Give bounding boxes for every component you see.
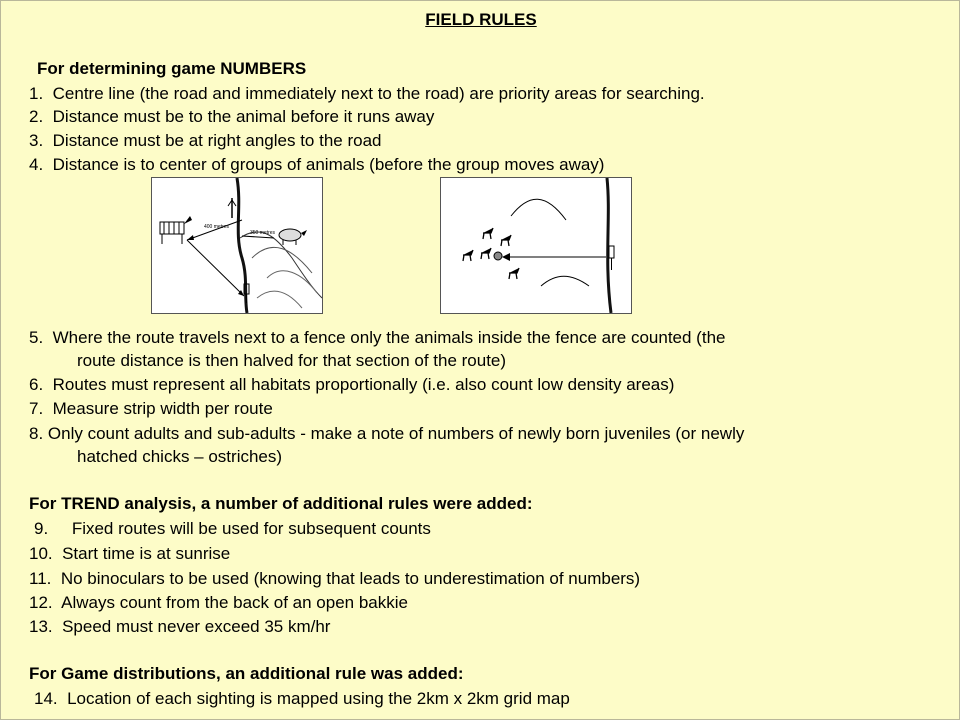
hill [511, 199, 566, 220]
hill [267, 271, 317, 293]
rule-13 [29, 616, 330, 638]
rule-12 [29, 592, 408, 614]
rule-text: Measure strip width per route [52, 399, 273, 418]
rule-9 [34, 518, 431, 540]
rule-number: 5. [29, 328, 44, 347]
rhino-icon [279, 229, 307, 245]
rule-number: 10. [29, 544, 53, 563]
rule-number: 9. [34, 519, 49, 538]
rule-number: 14. [34, 689, 58, 708]
observer-icon [609, 246, 614, 270]
rule-8-continued: hatched chicks – ostriches) [77, 447, 283, 466]
rule-text: Distance must be at right angles to the road [52, 131, 382, 150]
hill [257, 291, 302, 308]
figure-road-distances [151, 177, 323, 314]
rule-number: 8. [29, 424, 44, 443]
section-heading-numbers: For determining game NUMBERS [37, 59, 307, 78]
label-400: 400 metres [204, 224, 230, 230]
hill [541, 276, 589, 286]
rule-5 [29, 327, 725, 349]
road-distance-diagram [152, 178, 322, 313]
rule-1 [29, 83, 705, 105]
hill [252, 247, 312, 273]
rule-number: 11. [29, 569, 52, 588]
rule-text: Distance must be to the animal before it runs away [52, 107, 435, 126]
rule-text: Start time is at sunrise [62, 544, 231, 563]
rule-text: Speed must never exceed 35 km/hr [62, 617, 331, 636]
group-center-marker [494, 252, 502, 260]
rule-8 [29, 423, 744, 445]
label-350: 350 metres [250, 230, 276, 236]
rule-number: 4. [29, 155, 44, 174]
rule-text: Where the route travels next to a fence only the animals inside the fence are counted (the [52, 328, 726, 347]
rule-number: 13. [29, 617, 53, 636]
rule-3 [29, 130, 382, 152]
rule-number: 12. [29, 593, 53, 612]
page-title: FIELD RULES [425, 10, 537, 29]
rule-11 [29, 568, 640, 590]
rule-text: Location of each sighting is mapped using the 2km x 2km grid map [67, 689, 570, 708]
distance-line-350 [242, 236, 274, 238]
section-heading-trend: For TREND analysis, a number of additional rules were added: [29, 494, 533, 513]
rule-text: Routes must represent all habitats proportionally (i.e. also count low density areas) [52, 375, 675, 394]
section-heading-distribution: For Game distributions, an additional rule was added: [29, 664, 464, 683]
rule-text: Centre line (the road and immediately next to the road) are priority areas for searching. [52, 84, 705, 103]
rule-2 [29, 106, 434, 128]
rule-6 [29, 374, 674, 396]
antelope-group-icon [463, 228, 519, 279]
rule-text: Fixed routes will be used for subsequent counts [71, 519, 431, 538]
hill [240, 232, 322, 298]
route-line [187, 240, 244, 296]
arrow-head [187, 235, 194, 240]
rule-text: Distance is to center of groups of animals (before the group moves away) [52, 155, 605, 174]
figure-group-distance [440, 177, 632, 314]
rule-5-continued: route distance is then halved for that section of the route) [77, 351, 507, 370]
rule-number: 7. [29, 399, 44, 418]
rule-text: Only count adults and sub-adults - make a note of numbers of newly born juveniles (or newly [47, 424, 745, 443]
rule-number: 2. [29, 107, 44, 126]
rule-number: 6. [29, 375, 44, 394]
rule-7 [29, 398, 273, 420]
rule-text: Always count from the back of an open bakkie [61, 593, 408, 612]
rule-text: No binoculars to be used (knowing that leads to underestimation of numbers) [60, 569, 641, 588]
arrow-head [502, 253, 510, 261]
rule-10 [29, 543, 230, 565]
rule-number: 3. [29, 131, 44, 150]
distance-line-400 [187, 220, 242, 240]
rule-number: 1. [29, 84, 44, 103]
group-distance-diagram [441, 178, 631, 313]
rule-4 [29, 154, 604, 176]
tree-icon [228, 198, 236, 218]
rule-14 [34, 688, 570, 710]
